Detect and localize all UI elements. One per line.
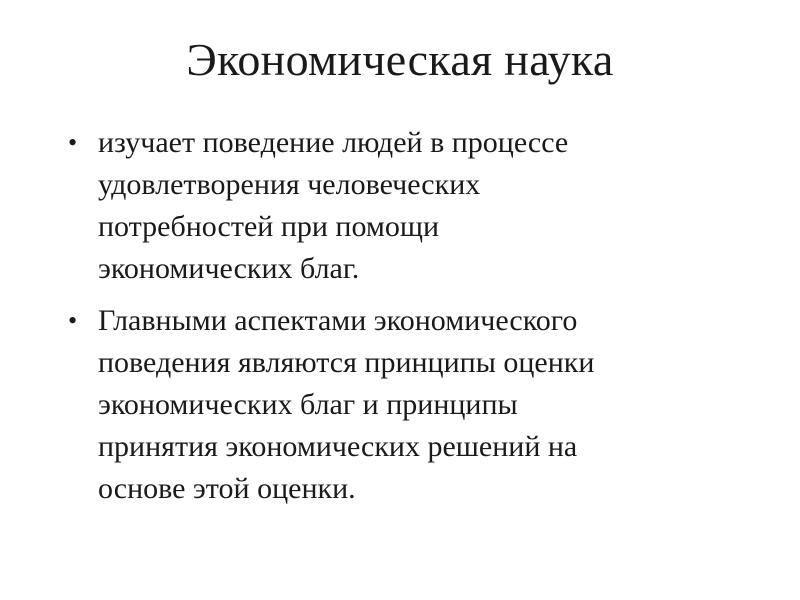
bullet-list: [62, 122, 762, 520]
bullet-2-line-2: поведения являются принципы оценки: [98, 346, 595, 379]
bullet-1-line-2: удовлетворения человеческих: [98, 168, 481, 201]
bullet-dot-icon: •: [68, 306, 78, 335]
bullet-item-1: [62, 122, 762, 290]
bullet-item-2: [62, 300, 762, 510]
bullet-1-line-1: изучает поведение людей в процессе: [98, 126, 569, 159]
bullet-2-line-3: экономических благ и принципы: [98, 388, 518, 421]
bullet-2-line-1: Главными аспектами экономического: [98, 304, 578, 337]
bullet-2-line-4: принятия экономических решений на: [98, 430, 578, 463]
bullet-dot-icon: •: [68, 128, 78, 157]
slide-title: Экономическая наука: [186, 34, 614, 85]
bullet-2-line-5: основе этой оценки.: [98, 472, 356, 505]
bullet-1-line-4: экономических благ.: [98, 252, 360, 285]
bullet-1-line-3: потребностей при помощи: [98, 210, 440, 243]
